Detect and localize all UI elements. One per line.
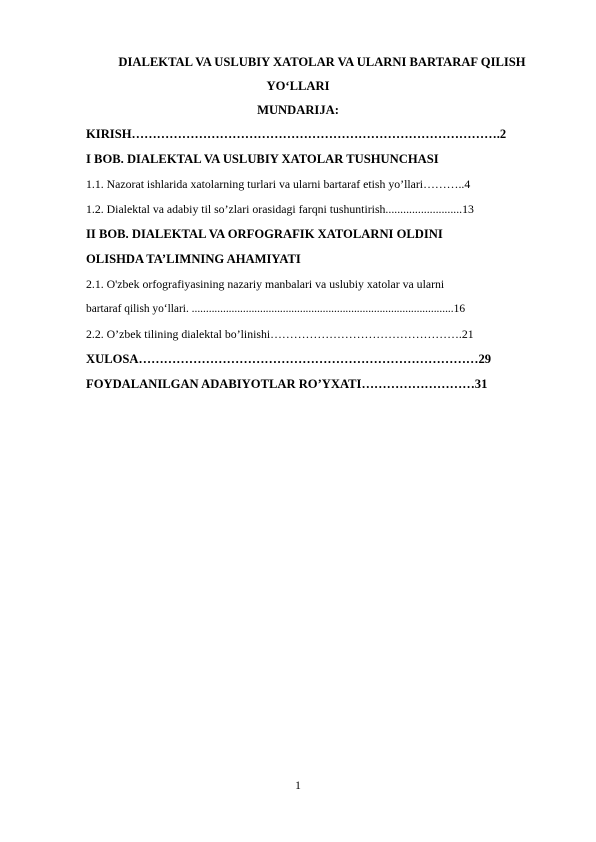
contents-heading: MUNDARIJA: [257, 103, 339, 117]
toc-chapter-1: I BOB. DIALEKTAL VA USLUBIY XATOLAR TUSHUNCHASI [86, 152, 439, 166]
toc-section-1-1: 1.1. Nazorat ishlarida xatolarning turlari va ularni bartaraf etish yo’llari………..4 [86, 177, 471, 191]
toc-section-2-1-line-2: bartaraf qilish yo‘llari. ............................................................................................16 [86, 303, 466, 315]
toc-chapter-2-line-2: OLISHDA TA’LIMNING AHAMIYATI [86, 252, 301, 266]
toc-section-1-2: 1.2. Dialektal va adabiy til so’zlari orasidagi farqni tushuntirish..........................13 [86, 202, 474, 216]
page-number: 1 [295, 780, 301, 792]
toc-section-2-1-line-1: 2.1. O'zbek orfografiyasining nazariy manbalari va uslubiy xatolar va ularni [86, 277, 445, 291]
toc-entry-references: FOYDALANILGAN ADABIYOTLAR RO’YXATI………………………31 [86, 377, 488, 391]
toc-chapter-2-line-1: II BOB. DIALEKTAL VA ORFOGRAFIK XATOLARNI OLDINI [86, 227, 443, 241]
document-title-line-1: DIALEKTAL VA USLUBIY XATOLAR VA ULARNI BARTARAF QILISH [118, 55, 526, 69]
toc-entry-xulosa: XULOSA………………………………………………………………………29 [86, 352, 492, 366]
document-title-line-2: YO‘LLARI [266, 79, 330, 93]
toc-section-2-2: 2.2. O’zbek tilining dialektal bo’linishi………………………………………….21 [86, 327, 474, 341]
toc-entry-kirish: KIRISH…………………………………………………………………………….2 [86, 127, 507, 141]
